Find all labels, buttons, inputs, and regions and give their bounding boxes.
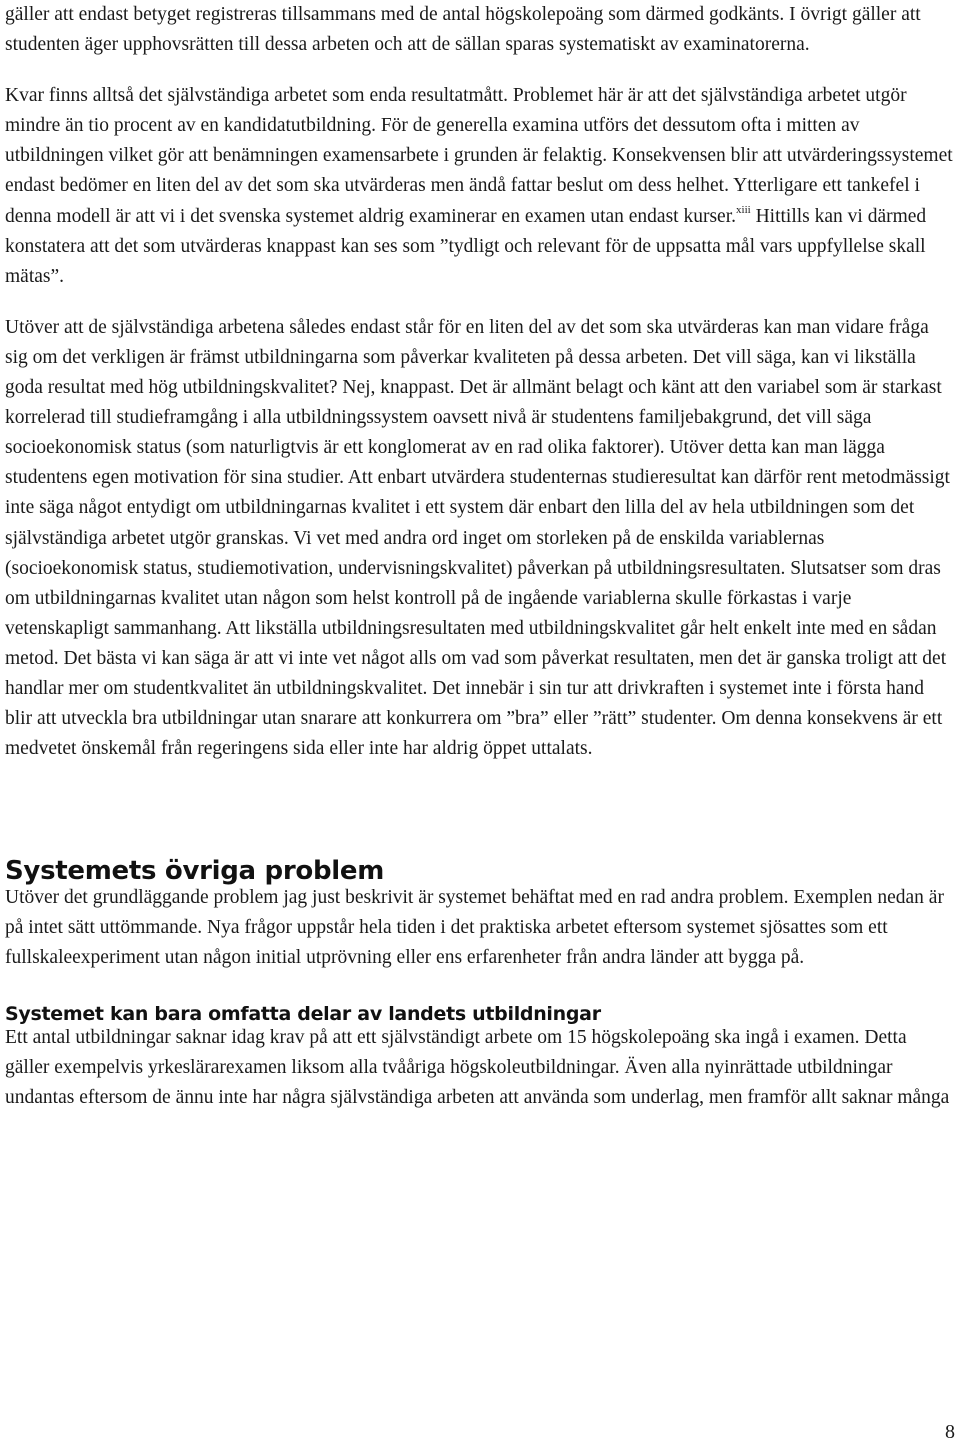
footnote-marker[interactable]: xiii bbox=[736, 204, 751, 217]
paragraph-upphovsratt: gäller att endast betyget registreras tillsammans med de antal högskolepoäng som därmed godkänts. I övrigt gäller att studenten äger upphovsrätten till dessa arbeten och att de sällan sparas systematiskt av examinatorerna. bbox=[5, 4, 921, 56]
paragraph-spacer bbox=[5, 60, 955, 81]
paragraph-ovriga-problem: Utöver det grundläggande problem jag just beskrivit är systemet behäftat med en rad andra problem. Exemplen nedan är på intet sätt uttömmande. Nya frågor uppstår hela tiden i det praktiska arbetet eftersom systemet sjösattes som ett fullskaleexperiment utan någon initial utprövning eller ens erfarenheter från andra länder att bygga på. bbox=[5, 887, 944, 969]
page-number: 8 bbox=[945, 1421, 955, 1443]
section-spacer bbox=[5, 764, 955, 846]
paragraph-resultatmatt-continuation: Hittills kan vi därmed konstatera att det som utvärderas knappast kan ses som ”tydligt och relevant för de uppsatta mål vars uppfyllelse skall mätas”. bbox=[5, 205, 927, 287]
paragraph-resultatmatt bbox=[5, 81, 955, 292]
paragraph-utbildningar: Ett antal utbildningar saknar idag krav på att ett självständigt arbete om 15 högskolepoäng ska ingå i examen. Detta gäller exempelvis yrkeslärarexamen liksom alla tvååriga högskoleutbildningar. Även alla nyinrättade utbildningar undantas eftersom de ännu inte har några självständiga arbeten att använda som underlag, men framför allt saknar många bbox=[5, 1026, 950, 1108]
paragraph-utbildningskvalitet: Utöver att de självständiga arbetena således endast står för en liten del av det som ska utvärderas kan man vidare fråga sig om det verkligen är främst utbildningarna som påverkar kvaliteten på dessa arbeten. Det vill säga, kan vi likställa goda resultat med hög utbildningskvalitet? Nej, knappast. Det är allmänt belagt och känt att den variabel som är starkast korrelerad till studieframgång i alla utbildningssystem oavsett nivå är studentens familjebakgrund, det vill säga socioekonomisk status (som naturligtvis är ett konglomerat av en rad olika faktorer). Utöver detta kan man lägga studentens egen motivation för sina studier. Att enbart utvärdera studenternas studieresultat kan därför rent metodmässigt inte säga något entydigt om utbildningarnas kvalitet i ett system där enbart den lilla del av hela utbildningen som det självständiga arbetet utgör granskas. Vi vet med andra ord inget om storleken på de enskilda variablernas (socioekonomisk status, studiemotivation, undervisningskvalitet) påverkan på utbildningsresultaten. Slutsatser som dras om utbildningarnas kvalitet utan någon som helst kontroll på de ingående variablerna skulle förkastas i varje vetenskapligt sammanhang. Att likställa utbildningsresultaten med utbildningskvalitet går helt enkelt inte med en sådan metod. Det bästa vi kan säga är att vi inte vet något alls om vad som påverkat resultaten, men det är ganska troligt att det handlar mer om studentkvalitet än utbildningskvalitet. Det innebär i sin tur att drivkraften i systemet inte i första hand blir att utveckla bra utbildningar utan snarare att konkurrera om ”bra” eller ”rätt” studenter. Om denna konsekvens är ett medvetet önskemål från regeringens sida eller inte har aldrig öppet uttalats. bbox=[5, 316, 950, 760]
paragraph-spacer bbox=[5, 292, 955, 313]
paragraph-spacer bbox=[5, 974, 955, 995]
section-heading: Systemets övriga problem bbox=[5, 856, 384, 887]
subsection-heading: Systemet kan bara omfatta delar av landets utbildningar bbox=[5, 1002, 601, 1025]
paragraph-resultatmatt-text: Kvar finns alltså det självständiga arbetet som enda resultatmått. Problemet här är att det självständiga arbetet utgör mindre än tio procent av en kandidatutbildning. För de generella examina utförs det dessutom ofta i mitten av utbildningen vilket gör att benämningen examensarbete i grunden är felaktig. Konsekvensen blir att utvärderingssystemet endast bedömer en liten del av det som ska utvärderas men ändå fattar beslut om dess helhet. Ytterligare ett tankefel i denna modell är att vi i det svenska systemet aldrig examinerar en examen utan endast kurser. bbox=[5, 85, 953, 227]
document-page bbox=[5, 0, 955, 1113]
